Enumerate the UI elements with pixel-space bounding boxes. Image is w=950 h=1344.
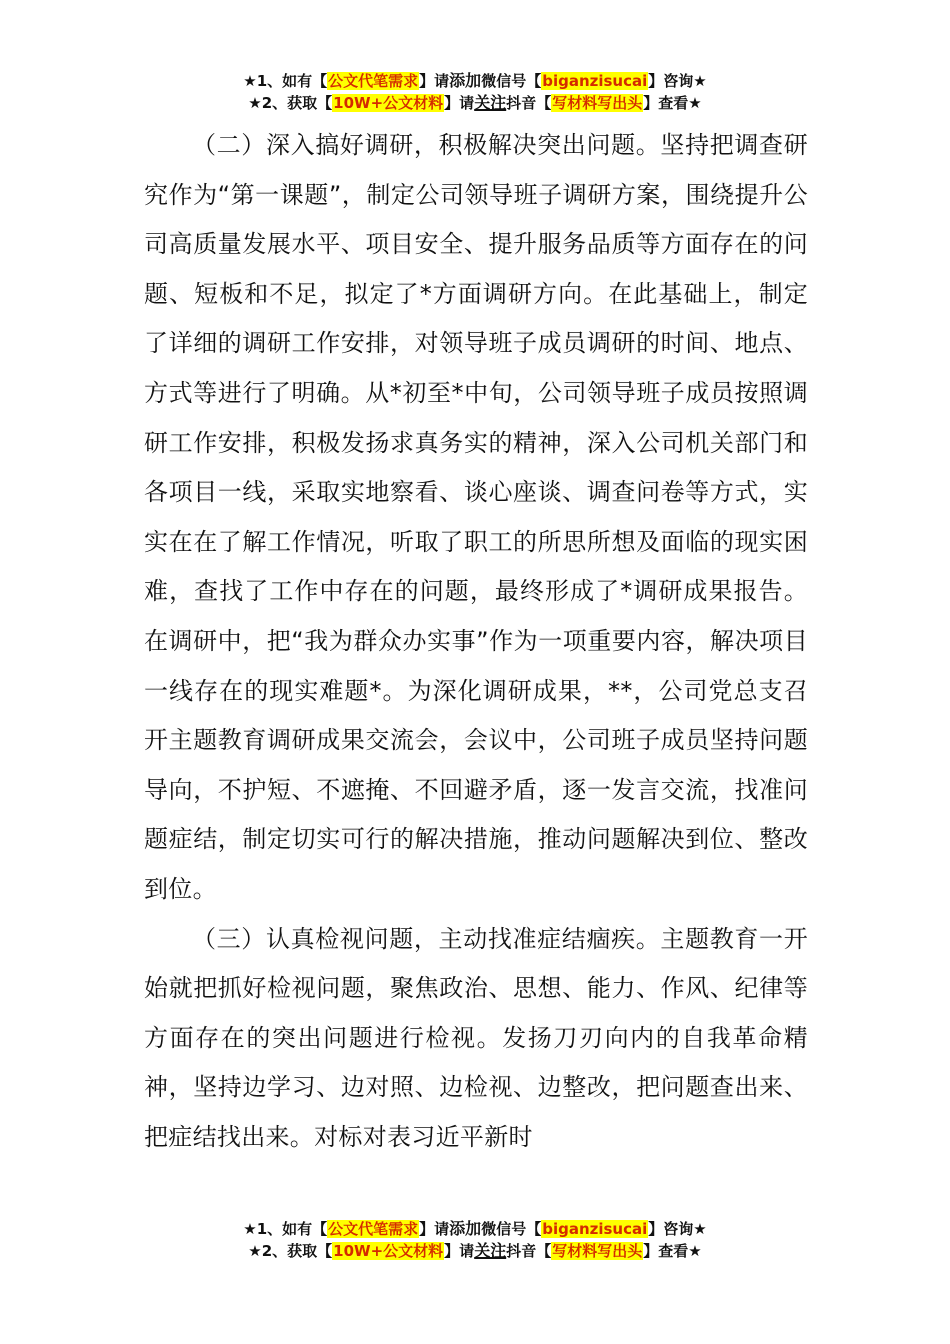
notice-suffix: 】查看 bbox=[643, 94, 689, 112]
notice-emphasis: 关注 bbox=[474, 93, 507, 112]
notice-highlight-wechat-id: biganzisucai bbox=[542, 72, 648, 90]
star-icon: ★ bbox=[243, 72, 257, 90]
notice-suffix: 】查看 bbox=[643, 1242, 689, 1260]
notice-text: 】请 bbox=[419, 1220, 450, 1238]
notice-text: 】请 bbox=[419, 72, 450, 90]
notice-emphasis: 添加 bbox=[449, 71, 482, 90]
notice-highlight-materials: 10W+公文材料 bbox=[333, 94, 444, 112]
notice-emphasis: 添加 bbox=[449, 1219, 482, 1238]
notice-prefix: 1、如有【 bbox=[256, 72, 328, 90]
star-icon: ★ bbox=[688, 94, 702, 112]
body-paragraph-inspection: （三）认真检视问题，主动找准症结痼疾。主题教育一开始就把抓好检视问题，聚焦政治、思想、能力、作风、纪律等方面存在的突出问题进行检视。发扬刀刃向内的自我革命精神，坚持边学习、边对照、边检视、边整改，把问题查出来、把症结找出来。对标对表习近平新时 bbox=[144, 924, 808, 1151]
notice-text: 】请 bbox=[444, 1242, 475, 1260]
notice-text: 】请 bbox=[444, 94, 475, 112]
notice-prefix: 2、获取【 bbox=[261, 94, 333, 112]
notice-highlight-service: 公文代笔需求 bbox=[328, 72, 419, 90]
star-icon: ★ bbox=[248, 1242, 262, 1260]
star-icon: ★ bbox=[693, 1220, 707, 1238]
star-icon: ★ bbox=[248, 94, 262, 112]
notice-suffix: 】咨询 bbox=[648, 72, 694, 90]
notice-highlight-materials: 10W+公文材料 bbox=[333, 1242, 444, 1260]
star-icon: ★ bbox=[693, 72, 707, 90]
notice-text: 微信号【 bbox=[481, 72, 542, 90]
header-notice-line-2 bbox=[0, 92, 950, 114]
notice-text: 微信号【 bbox=[481, 1220, 542, 1238]
notice-text: 抖音【 bbox=[506, 1242, 552, 1260]
footer-notice-line-1 bbox=[0, 1218, 950, 1240]
notice-highlight-wechat-id: biganzisucai bbox=[542, 1220, 648, 1238]
notice-prefix: 1、如有【 bbox=[256, 1220, 328, 1238]
footer-notice bbox=[0, 1218, 950, 1262]
notice-highlight-service: 公文代笔需求 bbox=[328, 1220, 419, 1238]
body-paragraph-research: （二）深入搞好调研，积极解决突出问题。坚持把调查研究作为“第一课题”，制定公司领导班子调研方案，围绕提升公司高质量发展水平、项目安全、提升服务品质等方面存在的问题、短板和不足，拟定了*方面调研方向。在此基础上，制定了详细的调研工作安排，对领导班子成员调研的时间、地点、方式等进行了明确。从*初至*中旬，公司领导班子成员按照调研工作安排，积极发扬求真务实的精神，深入公司机关部门和各项目一线，采取实地察看、谈心座谈、调查问卷等方式，实实在在了解工作情况，听取了职工的所思所想及面临的现实困难，查找了工作中存在的问题，最终形成了*调研成果报告。在调研中，把“我为群众办实事”作为一项重要内容，解决项目一线存在的现实难题*。为深化调研成果，**，公司党总支召开主题教育调研成果交流会，会议中，公司班子成员坚持问题导向，不护短、不遮掩、不回避矛盾，逐一发言交流，找准问题症结，制定切实可行的解决措施，推动问题解决到位、整改到位。 bbox=[144, 131, 808, 903]
header-notice bbox=[0, 70, 950, 114]
notice-prefix: 2、获取【 bbox=[261, 1242, 333, 1260]
star-icon: ★ bbox=[243, 1220, 257, 1238]
notice-highlight-douyin-account: 写材料写出头 bbox=[552, 94, 643, 112]
notice-text: 抖音【 bbox=[506, 94, 552, 112]
notice-suffix: 】咨询 bbox=[648, 1220, 694, 1238]
footer-notice-line-2 bbox=[0, 1240, 950, 1262]
notice-emphasis: 关注 bbox=[474, 1241, 507, 1260]
document-body bbox=[144, 121, 808, 1162]
notice-highlight-douyin-account: 写材料写出头 bbox=[552, 1242, 643, 1260]
star-icon: ★ bbox=[688, 1242, 702, 1260]
header-notice-line-1 bbox=[0, 70, 950, 92]
